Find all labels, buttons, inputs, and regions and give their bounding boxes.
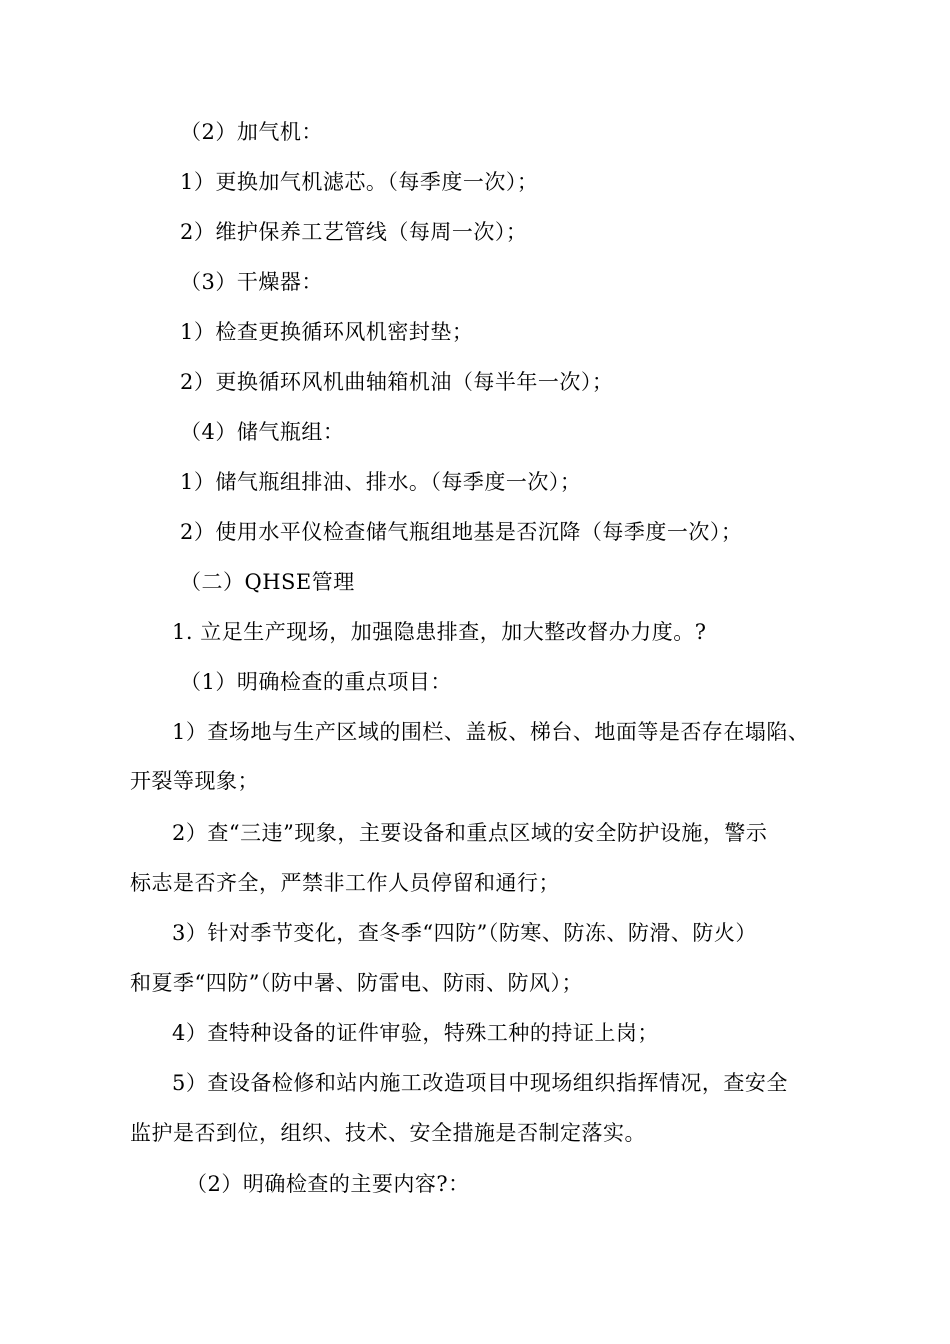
paragraph-line: 2）维护保养工艺管线（每周一次）； (180, 220, 528, 244)
paragraph-line: 1）更换加气机滤芯。（每季度一次）； (180, 170, 539, 194)
paragraph-line: 开裂等现象； (130, 769, 259, 793)
paragraph-line: 2）查“三违”现象，主要设备和重点区域的安全防护设施，警示 (172, 821, 768, 845)
heading-gas-cylinder-group: （4）储气瓶组： (180, 420, 345, 444)
paragraph-line: 1）储气瓶组排油、排水。（每季度一次）； (180, 470, 582, 494)
paragraph-line: 1. 立足生产现场，加强隐患排查，加大整改督办力度。? (172, 620, 707, 644)
paragraph-line: 监护是否到位，组织、技术、安全措施是否制定落实。 (130, 1121, 646, 1145)
paragraph-line: 4）查特种设备的证件审验，特殊工种的持证上岗； (172, 1021, 659, 1045)
subheading-main-contents: （2）明确检查的主要内容?： (186, 1172, 470, 1196)
section-heading-qhse: （二）QHSE管理 (180, 570, 355, 594)
paragraph-line: 5）查设备检修和站内施工改造项目中现场组织指挥情况，查安全 (172, 1071, 788, 1095)
paragraph-line: 标志是否齐全，严禁非工作人员停留和通行； (130, 871, 560, 895)
heading-dryer: （3）干燥器： (180, 270, 323, 294)
paragraph-line: 3）针对季节变化，查冬季“四防”（防寒、防冻、防滑、防火） (172, 921, 757, 945)
heading-gas-dispenser: （2）加气机： (180, 120, 323, 144)
paragraph-line: 2）更换循环风机曲轴箱机油（每半年一次）； (180, 370, 614, 394)
paragraph-line: 2）使用水平仪检查储气瓶组地基是否沉降（每季度一次）； (180, 520, 743, 544)
paragraph-line: 和夏季“四防”（防中暑、防雷电、防雨、防风）； (130, 971, 583, 995)
paragraph-line: 1）检查更换循环风机密封垫； (180, 320, 474, 344)
subheading-key-items: （1）明确检查的重点项目： (180, 670, 452, 694)
paragraph-line: 1）查场地与生产区域的围栏、盖板、梯台、地面等是否存在塌陷、 (172, 720, 810, 744)
